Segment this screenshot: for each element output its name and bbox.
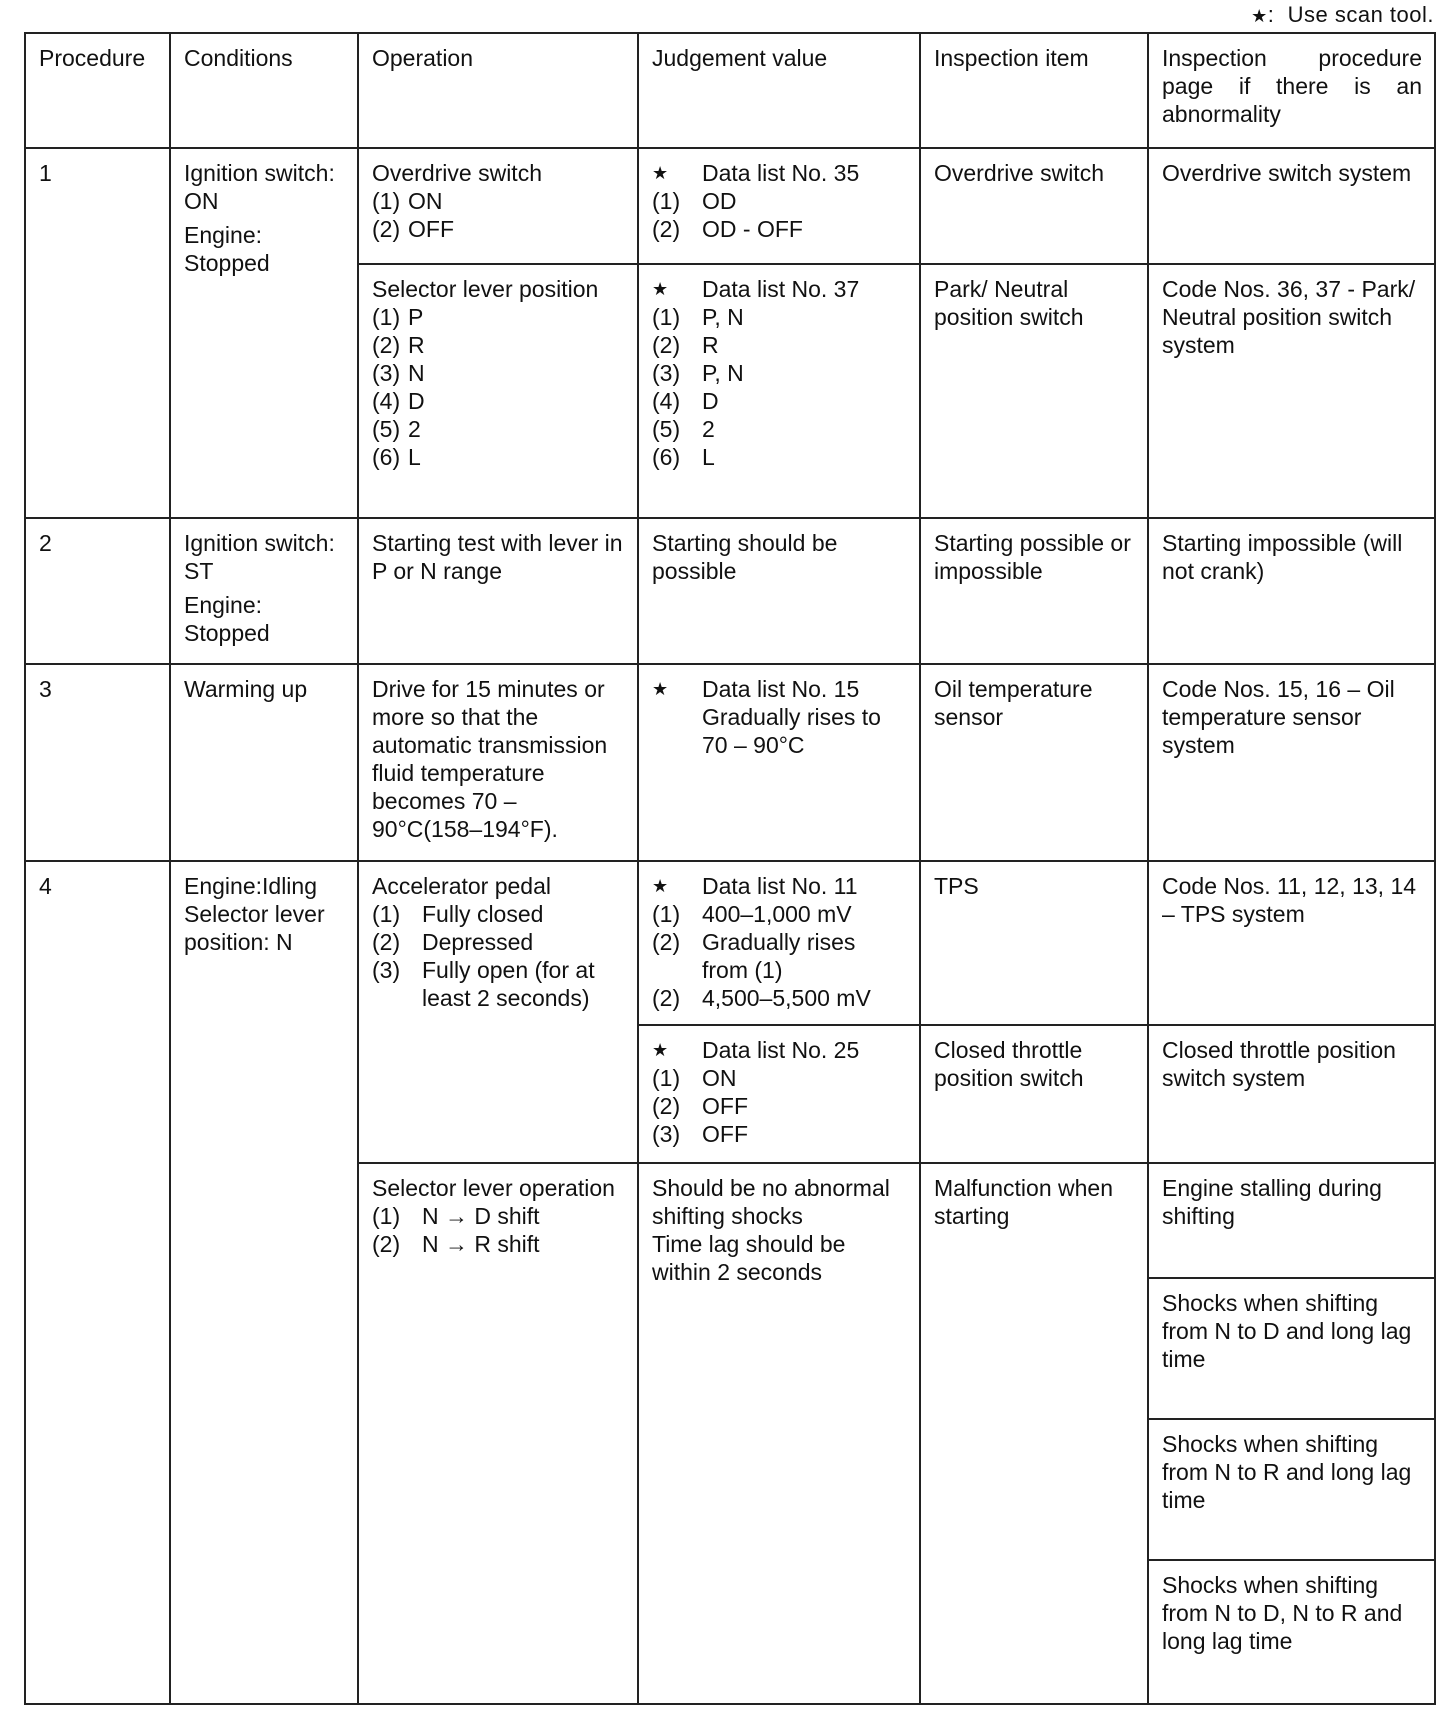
- list-item: (3) P, N: [652, 360, 744, 386]
- list-item: (5) 2: [652, 416, 715, 442]
- operation-cell: [358, 148, 638, 264]
- procedure-page-cell: Starting impossible (will not crank): [1148, 518, 1435, 664]
- list-item: (2) R: [652, 332, 719, 358]
- condition-line: Engine: Stopped: [184, 222, 270, 276]
- table-row: [25, 664, 1435, 861]
- procedure-page-cell: Code Nos. 15, 16 – Oil temperature sensor system: [1148, 664, 1435, 861]
- table-row: [25, 861, 1435, 1025]
- table-row: [25, 518, 1435, 664]
- header-procedure: Procedure: [25, 33, 170, 148]
- header-inspection-item: Inspection item: [920, 33, 1148, 148]
- list-item: (2) OFF: [652, 1093, 748, 1119]
- list-item: (2) N → R shift: [372, 1231, 540, 1257]
- list-item: (1) 400–1,000 mV: [652, 901, 852, 927]
- note-sep: :: [1267, 2, 1288, 27]
- list-item: (1) N → D shift: [372, 1203, 540, 1229]
- procedure-page-cell: Engine stalling during shifting: [1148, 1163, 1435, 1278]
- procedure-number: 2: [25, 518, 170, 664]
- procedure-page-cell: Closed throttle position switch system: [1148, 1025, 1435, 1163]
- judgement-title: Data list No. 15: [702, 676, 860, 702]
- list-item: (1) ON: [652, 1065, 737, 1091]
- star-icon: ★: [652, 279, 669, 299]
- procedure-number: 4: [25, 861, 170, 1704]
- condition-line: Ignition switch: ST: [184, 530, 335, 584]
- list-item: (1) OD: [652, 188, 737, 214]
- operation-title: Selector lever operation: [372, 1175, 615, 1201]
- header-procedure-page: Inspection procedure page if there is an abnormality: [1148, 33, 1435, 148]
- procedure-page-cell: Code Nos. 11, 12, 13, 14 – TPS system: [1148, 861, 1435, 1025]
- list-item: (1) P: [372, 304, 424, 330]
- inspection-item-cell: Oil temperature sensor: [920, 664, 1148, 861]
- operation-cell: [358, 1163, 638, 1704]
- list-item: (2) OFF: [372, 216, 454, 242]
- header-operation: Operation: [358, 33, 638, 148]
- operation-title: Accelerator pedal: [372, 873, 551, 899]
- list-item: (1) ON: [372, 188, 443, 214]
- condition-line: Engine: Stopped: [184, 592, 270, 646]
- judgement-title: Data list No. 25: [702, 1037, 860, 1063]
- condition-line: Selector lever position: N: [184, 901, 325, 955]
- inspection-item-cell: Park/ Neutral position switch: [920, 264, 1148, 518]
- list-item: (6) L: [372, 444, 421, 470]
- inspection-item-cell: TPS: [920, 861, 1148, 1025]
- inspection-item-cell: Closed throttle position switch: [920, 1025, 1148, 1163]
- judgement-cell: Starting should be possible: [638, 518, 920, 664]
- list-item: (4) D: [372, 388, 425, 414]
- list-item: (2) 4,500–5,500 mV: [652, 985, 871, 1011]
- list-item: (1) Fully closed: [372, 901, 544, 927]
- judgement-text: Gradually rises to 70 – 90°C: [702, 704, 881, 758]
- judgement-line: Time lag should be within 2 seconds: [652, 1231, 846, 1285]
- operation-title: Selector lever position: [372, 276, 599, 302]
- header-conditions: Conditions: [170, 33, 358, 148]
- list-item: (2) Gradually rises from (1): [652, 929, 856, 983]
- inspection-item-cell: Starting possible or impossible: [920, 518, 1148, 664]
- judgement-title: Data list No. 37: [702, 276, 860, 302]
- list-item: (3) N: [372, 360, 425, 386]
- operation-cell: [358, 264, 638, 518]
- star-icon: ★: [652, 163, 669, 183]
- conditions-cell: [170, 148, 358, 518]
- procedure-page-cell: Overdrive switch system: [1148, 148, 1435, 264]
- conditions-cell: [170, 861, 358, 1704]
- procedure-page-cell: Code Nos. 36, 37 - Park/ Neutral position switch system: [1148, 264, 1435, 518]
- header-row: [25, 33, 1435, 148]
- procedure-page-cell: Shocks when shifting from N to R and long lag time: [1148, 1419, 1435, 1560]
- table-row: [25, 148, 1435, 264]
- list-item: (3) Fully open (for at least 2 seconds): [372, 957, 595, 1011]
- list-item: (6) L: [652, 444, 715, 470]
- procedure-number: 1: [25, 148, 170, 518]
- list-item: (4) D: [652, 388, 719, 414]
- list-item: (1) P, N: [652, 304, 744, 330]
- star-icon: ★: [1251, 6, 1268, 26]
- operation-cell: [358, 861, 638, 1163]
- star-icon: ★: [652, 1040, 669, 1060]
- inspection-item-cell: Malfunction when starting: [920, 1163, 1148, 1704]
- judgement-title: Data list No. 35: [702, 160, 860, 186]
- conditions-cell: Warming up: [170, 664, 358, 861]
- judgement-cell: [638, 1025, 920, 1163]
- operation-title: Overdrive switch: [372, 160, 542, 186]
- procedure-number: 3: [25, 664, 170, 861]
- operation-cell: Drive for 15 minutes or more so that the automatic transmission fluid temperature becomes 70 – 90°C(158–194°F).: [358, 664, 638, 861]
- condition-line: Ignition switch: ON: [184, 160, 335, 214]
- list-item: (2) OD - OFF: [652, 216, 803, 242]
- scan-tool-note: [1251, 2, 1434, 28]
- judgement-cell: [638, 861, 920, 1025]
- note-text: Use scan tool.: [1287, 2, 1434, 27]
- conditions-cell: [170, 518, 358, 664]
- condition-line: Engine:Idling: [184, 873, 317, 899]
- judgement-cell: [638, 664, 920, 861]
- list-item: (3) OFF: [652, 1121, 748, 1147]
- procedure-page-cell: Shocks when shifting from N to D, N to R and long lag time: [1148, 1560, 1435, 1704]
- inspection-item-cell: Overdrive switch: [920, 148, 1148, 264]
- star-icon: ★: [652, 876, 669, 896]
- star-icon: ★: [652, 679, 669, 699]
- judgement-cell: [638, 264, 920, 518]
- judgement-line: Should be no abnormal shifting shocks: [652, 1175, 890, 1229]
- inspection-table: [24, 32, 1436, 1705]
- operation-cell: Starting test with lever in P or N range: [358, 518, 638, 664]
- list-item: (2) Depressed: [372, 929, 534, 955]
- list-item: (2) R: [372, 332, 425, 358]
- judgement-cell: [638, 1163, 920, 1704]
- judgement-title: Data list No. 11: [702, 873, 858, 899]
- header-judgement: Judgement value: [638, 33, 920, 148]
- list-item: (5) 2: [372, 416, 421, 442]
- procedure-page-cell: Shocks when shifting from N to D and long lag time: [1148, 1278, 1435, 1419]
- judgement-cell: [638, 148, 920, 264]
